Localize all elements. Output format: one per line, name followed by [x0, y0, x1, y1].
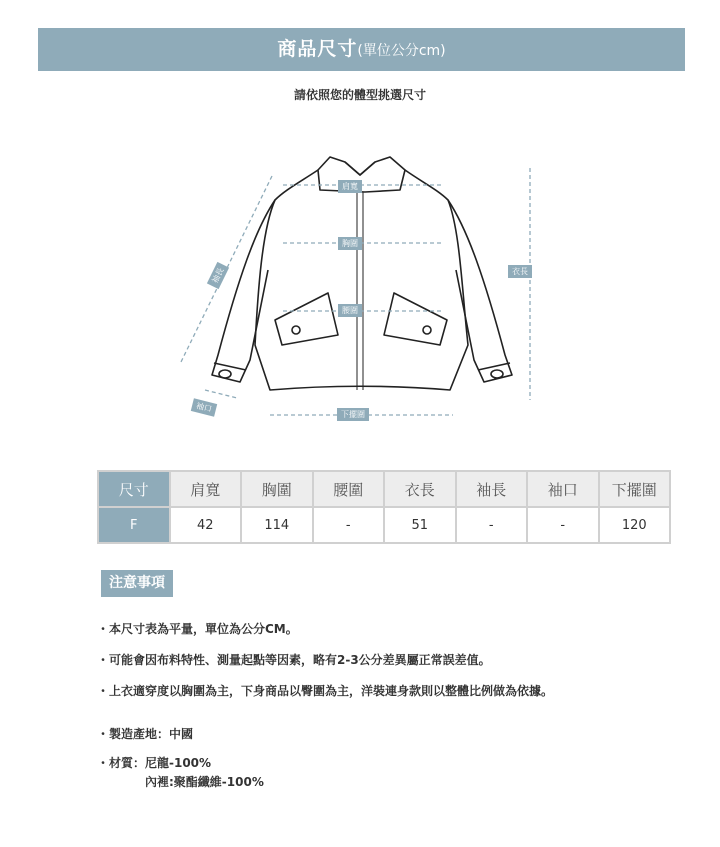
header-chest: 胸圍 [241, 471, 313, 507]
header-sleeve: 袖長 [456, 471, 528, 507]
label-waist: 腰圍 [338, 304, 362, 317]
label-shoulder: 肩寬 [338, 180, 362, 193]
note-item: ・上衣適穿度以胸圍為主，下身商品以臀圍為主，洋裝連身款則以整體比例做為依據。 [97, 684, 554, 698]
cell-shoulder: 42 [170, 507, 242, 543]
cell-sleeve: - [456, 507, 528, 543]
cell-length: 51 [384, 507, 456, 543]
jacket-measurement-diagram [0, 145, 720, 435]
label-sleeve: 袖長 [207, 262, 229, 289]
cell-hem: 120 [599, 507, 671, 543]
material-info: ・材質：尼龍-100% [97, 756, 212, 770]
size-instruction: 請依照您的體型挑選尺寸 [293, 88, 426, 102]
table-row [98, 507, 670, 543]
header-waist: 腰圍 [313, 471, 385, 507]
label-chest: 胸圍 [338, 237, 362, 250]
page-header [38, 28, 685, 71]
cell-size: F [98, 507, 170, 543]
note-item: ・本尺寸表為平量，單位為公分CM。 [97, 622, 298, 636]
size-table-header-row [98, 471, 670, 507]
cell-cuff: - [527, 507, 599, 543]
note-item: ・可能會因布料特性、測量起點等因素，略有2-3公分差異屬正常誤差值。 [97, 653, 491, 667]
notes-title: 注意事項 [101, 570, 173, 597]
page-title: 商品尺寸 [277, 38, 358, 60]
size-table [97, 470, 671, 544]
lining-info: 內裡:聚酯纖維-100% [145, 775, 264, 789]
cell-waist: - [313, 507, 385, 543]
label-hem: 下擺圍 [337, 408, 369, 421]
unit-label: (單位公分cm) [357, 43, 446, 59]
header-cuff: 袖口 [527, 471, 599, 507]
header-hem: 下擺圍 [599, 471, 671, 507]
label-cuff: 袖口 [191, 398, 217, 416]
label-length: 衣長 [508, 265, 532, 278]
header-size: 尺寸 [98, 471, 170, 507]
header-shoulder: 肩寬 [170, 471, 242, 507]
origin-info: ・製造產地：中國 [97, 727, 194, 741]
cell-chest: 114 [241, 507, 313, 543]
header-length: 衣長 [384, 471, 456, 507]
